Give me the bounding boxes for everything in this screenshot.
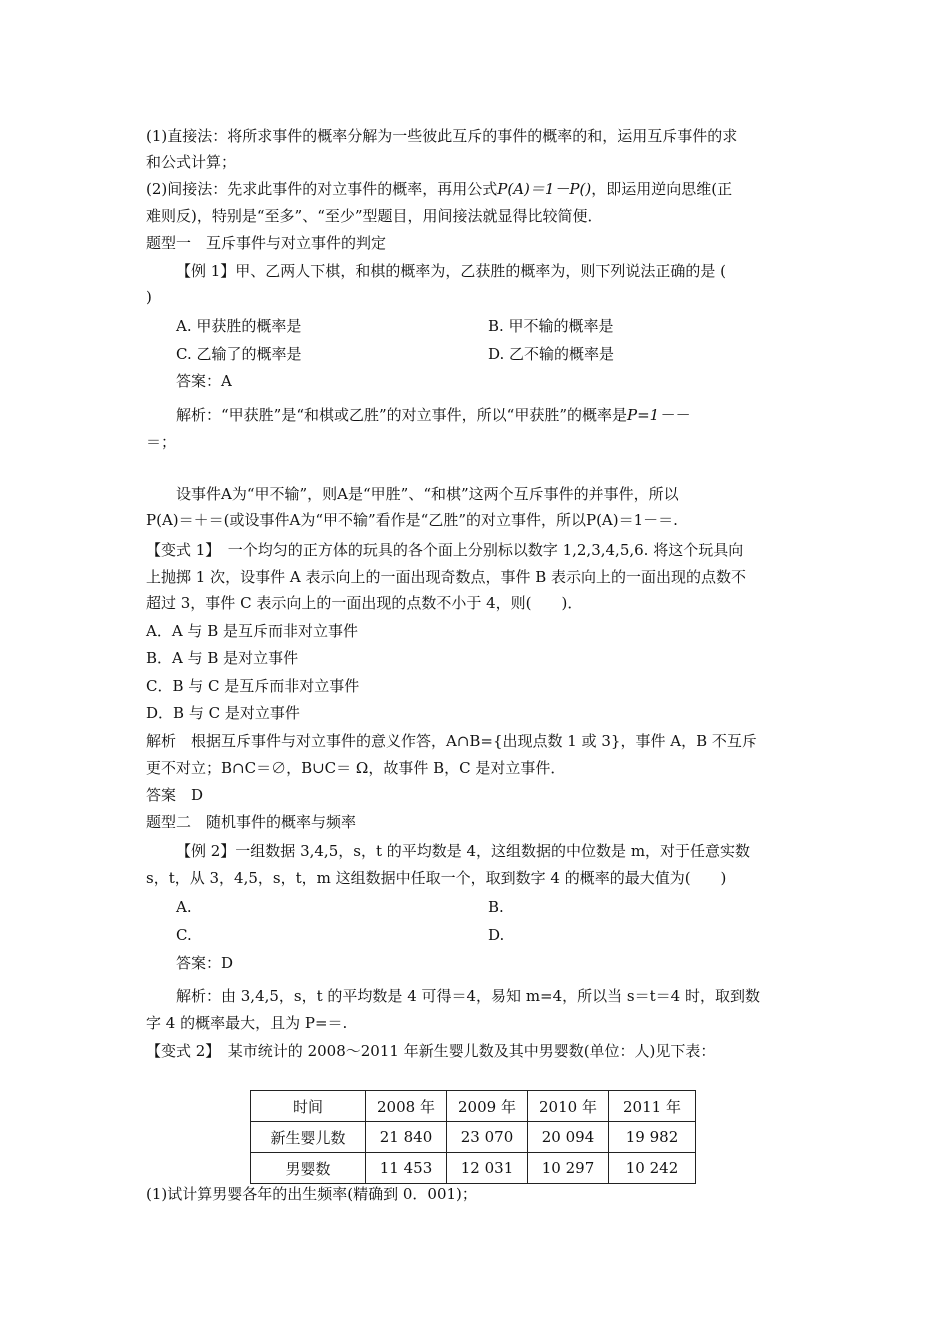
table-cell: 男婴数 (251, 1153, 366, 1184)
variant1-analysis-line1: 解析 根据互斥事件与对立事件的意义作答，A∩B={出现点数 1 或 3}，事件 A，B 不互斥 (146, 732, 757, 750)
example1-answer: 答案：A (176, 372, 232, 390)
example1-analysis-text: 解析：“甲获胜”是“和棋或乙胜”的对立事件，所以“甲获胜”的概率是 (176, 406, 628, 424)
type1-heading: 题型一 互斥事件与对立事件的判定 (146, 234, 387, 252)
type2-heading: 题型二 随机事件的概率与频率 (146, 813, 357, 831)
example2-line2: s，t，从 3，4,5，s，t，m 这组数据中任取一个，取到数字 4 的概率的最大值为( ) (146, 869, 727, 887)
method-indirect-text-b: ，即运用逆向思维(正 (591, 180, 733, 198)
table-header-row (251, 1091, 696, 1122)
table-cell: 21 840 (366, 1122, 447, 1153)
example2-analysis-line2: 字 4 的概率最大，且为 P=＝. (146, 1014, 348, 1032)
table-header-cell: 时间 (251, 1091, 366, 1122)
table-header-cell: 2010 年 (528, 1091, 609, 1122)
variant1-option-d: D．B 与 C 是对立事件 (146, 704, 300, 722)
table-cell: 23 070 (447, 1122, 528, 1153)
example1-line2: ) (146, 288, 152, 306)
variant1-option-b: B．A 与 B 是对立事件 (146, 649, 299, 667)
example1-option-c: C. 乙输了的概率是 (176, 345, 302, 363)
example2-answer: 答案：D (176, 954, 234, 972)
birth-stats-table (250, 1090, 696, 1184)
variant1-line1: 【变式 1】 一个均匀的正方体的玩具的各个面上分别标以数字 1,2,3,4,5,6. 将这个玩具向 (146, 541, 744, 559)
table-cell: 20 094 (528, 1122, 609, 1153)
example1-analysis-line2: ＝； (146, 433, 177, 451)
variant1-option-c: C．B 与 C 是互斥而非对立事件 (146, 677, 360, 695)
table-row (251, 1122, 696, 1153)
table-cell: 12 031 (447, 1153, 528, 1184)
method-indirect-line1 (146, 179, 732, 199)
example1-option-b: B. 甲不输的概率是 (488, 317, 614, 335)
variant2-question-1: (1)试计算男婴各年的出生频率(精确到 0．001)； (146, 1185, 477, 1203)
example1-analysis-line1 (176, 405, 689, 425)
example2-option-d: D. (488, 926, 505, 944)
table-header-cell: 2011 年 (609, 1091, 696, 1122)
example2-line1: 【例 2】一组数据 3,4,5，s，t 的平均数是 4，这组数据的中位数是 m，对于任意实数 (176, 842, 751, 860)
table-cell: 10 297 (528, 1153, 609, 1184)
example1-analysis-formula: P=1－－ (627, 406, 690, 424)
variant1-answer: 答案 D (146, 786, 204, 804)
method-indirect-formula: P(A)＝1－P() (497, 180, 592, 198)
table-header-cell: 2008 年 (366, 1091, 447, 1122)
method-indirect-line2: 难则反)，特别是“至多”、“至少”型题目，用间接法就显得比较简便． (146, 207, 603, 225)
variant1-option-a: A．A 与 B 是互斥而非对立事件 (146, 622, 358, 640)
example2-analysis-line1: 解析：由 3,4,5，s，t 的平均数是 4 可得＝4，易知 m=4，所以当 s＝t＝4 时，取到数 (176, 987, 760, 1005)
example1-analysis-line3: 设事件A为“甲不输”，则A是“甲胜”、“和棋”这两个互斥事件的并事件，所以 (176, 485, 679, 503)
variant1-analysis-line2: 更不对立；B∩C＝∅，B∪C＝ Ω，故事件 B，C 是对立事件． (146, 759, 566, 777)
example2-option-a: A. (176, 898, 192, 916)
variant1-line2: 上抛掷 1 次，设事件 A 表示向上的一面出现奇数点，事件 B 表示向上的一面出现的点数不 (146, 568, 747, 586)
table-cell: 11 453 (366, 1153, 447, 1184)
table-cell: 10 242 (609, 1153, 696, 1184)
variant1-line3: 超过 3，事件 C 表示向上的一面出现的点数不小于 4，则( )． (146, 594, 583, 612)
example2-option-c: C. (176, 926, 192, 944)
table-header-cell: 2009 年 (447, 1091, 528, 1122)
example1-line1: 【例 1】甲、乙两人下棋，和棋的概率为，乙获胜的概率为，则下列说法正确的是 ( (176, 262, 726, 280)
table-row (251, 1153, 696, 1184)
example1-analysis-line4: P(A)＝＋＝(或设事件A为“甲不输”看作是“乙胜”的对立事件，所以P(A)＝1－＝. (146, 511, 678, 529)
example1-option-a: A. 甲获胜的概率是 (176, 317, 302, 335)
method-direct-line2: 和公式计算； (146, 153, 237, 171)
variant2-intro: 【变式 2】 某市统计的 2008～2011 年新生婴儿数及其中男婴数(单位：人)见下表： (146, 1042, 716, 1060)
example2-option-b: B. (488, 898, 504, 916)
method-direct-line1: (1)直接法：将所求事件的概率分解为一些彼此互斥的事件的概率的和，运用互斥事件的求 (146, 127, 738, 145)
table-cell: 新生婴儿数 (251, 1122, 366, 1153)
example1-option-d: D. 乙不输的概率是 (488, 345, 615, 363)
method-indirect-text: (2)间接法：先求此事件的对立事件的概率，再用公式 (146, 180, 498, 198)
table-cell: 19 982 (609, 1122, 696, 1153)
